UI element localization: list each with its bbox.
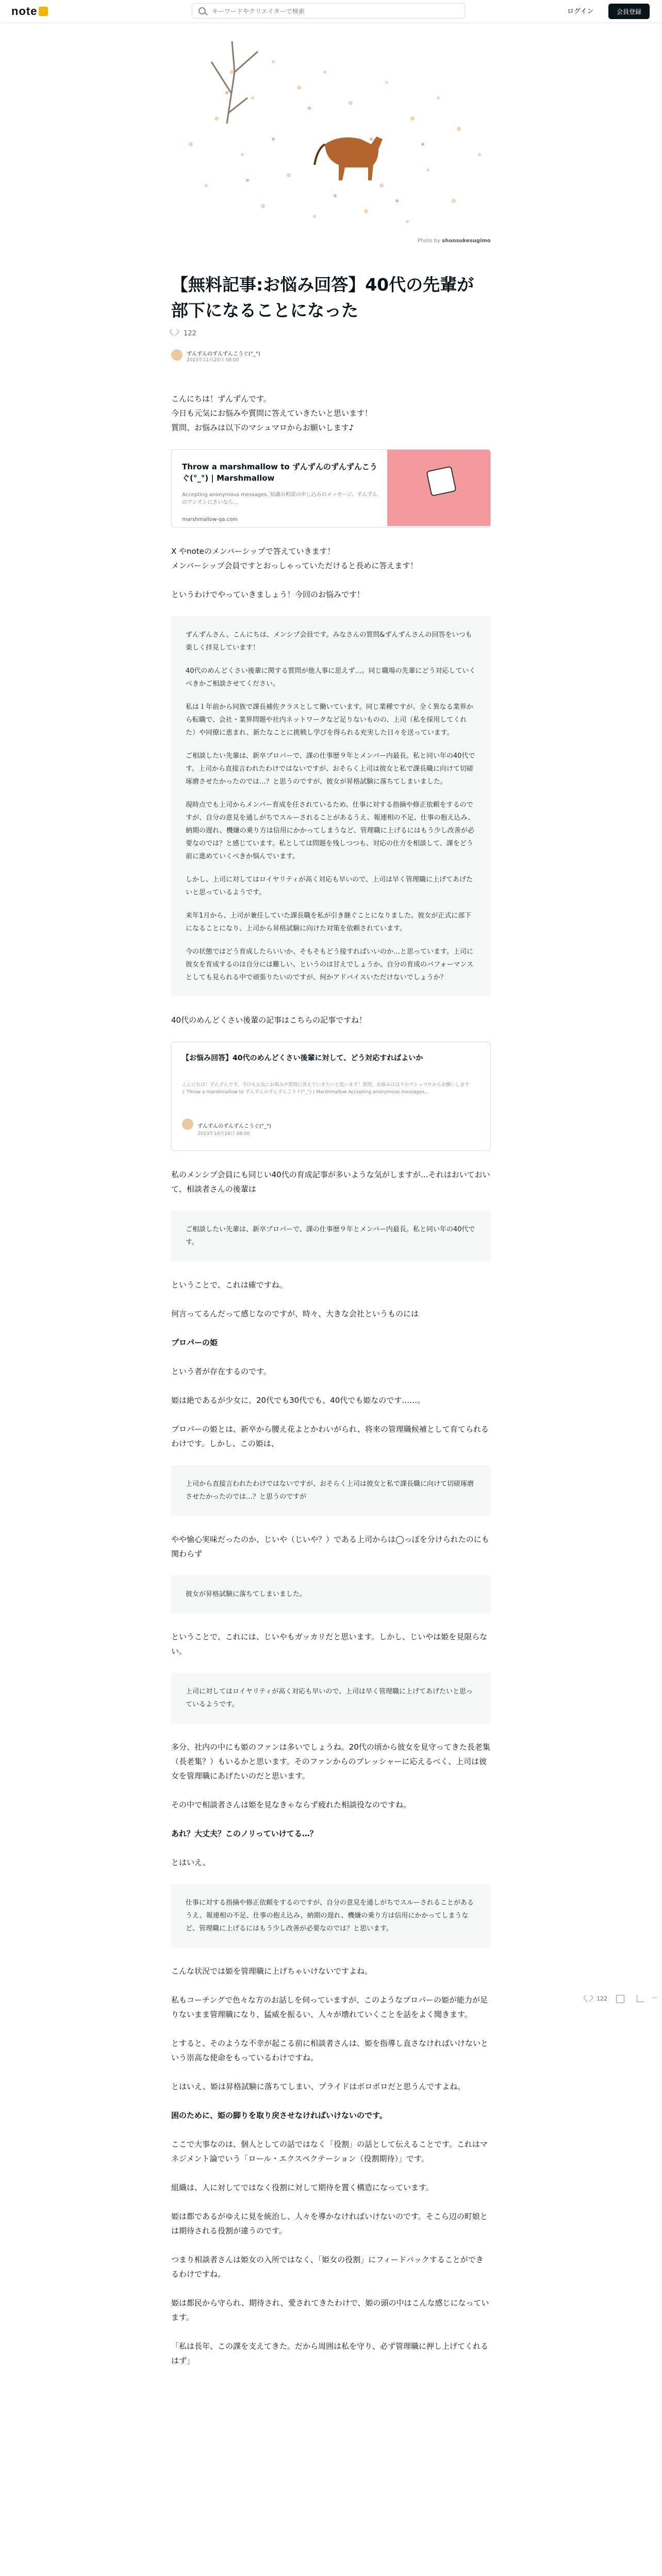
paragraph: その中で相談者さんは姫を見なきゃならず疲れた相談役なのですね。 bbox=[171, 1800, 411, 1809]
paragraph: 多分、社内の中にも姫のファンは多いでしょうね。20代の頃から彼女を見守ってきた長老集（長老集？）もいるかと思います。そのファンからのプレッシャーに応えるべく、上司は彼女を管理職にあげたいのだと思います。 bbox=[171, 1742, 490, 1781]
section-heading: あれ？大丈夫？このノリっていけてる…？ bbox=[171, 1829, 318, 1838]
quote-block: 仕事に対する指摘や修正依頼をするのですが、自分の意見を通しがちでスルーされることがあるうえ、報連相の不足、仕事の抱え込み、納期の遅れ、機嫌の乗り方は信用にかかってしまうなど、管理職に上げるにはもう少し改善が必要なのでは？と思います。 bbox=[171, 1884, 491, 1947]
search-icon bbox=[198, 7, 206, 14]
author-name[interactable]: ずんずんのずんずんこうぐ(°_°) bbox=[187, 351, 260, 357]
paragraph: 姫は都であるがゆえに見を統治し、人々を導かなければいけないのです。そこら辺の町娘とは期待される役割が違うのです。 bbox=[171, 2212, 488, 2235]
paragraph: というわけでやっていきましょう！今回のお悩みです！ bbox=[171, 590, 365, 599]
search-input[interactable] bbox=[211, 4, 460, 19]
paragraph: やや愉心実味だったのか、じいや（じいや？）である上司からは◯っぽを分けられたのにも関わらず bbox=[171, 1535, 489, 1558]
paragraph: とはいえ、姫は昇格試験に落ちてしまい、プライドはボロボロだと思うんですよね。 bbox=[171, 2082, 466, 2091]
marshmallow-icon bbox=[426, 466, 456, 496]
intro-paragraph: こんにちは！ずんずんです。 今日も元気にお悩みや質問に答えていきたいと思います！ 質問、お悩みは以下のマシュマロからお願いします♪ bbox=[171, 394, 373, 432]
paragraph: 姫は絶であるが少女に、20代でも30代でも、40代でも姫なのです……。 bbox=[171, 1396, 425, 1405]
more-icon[interactable]: ⋯ bbox=[651, 1994, 657, 2001]
embed-title: Throw a marshmallow to ずんずんのずんずんこうぐ(°_°) | Marshmallow bbox=[182, 462, 377, 483]
section-heading: プロパーの姫 bbox=[171, 1338, 218, 1347]
photo-credit: Photo by shunsukesugimo bbox=[418, 238, 491, 244]
related-article-card[interactable] bbox=[171, 1042, 491, 1151]
hero-illustration bbox=[170, 41, 492, 237]
paragraph: 私もコーチングで色々な方のお話しを伺っていますが、このようなプロパーの姫が能力が足りないまま管理職になり、猛威を振るい、人々が壊れていくことを話をよく聞きます。 bbox=[171, 1995, 488, 2019]
marshmallow-embed[interactable] bbox=[171, 449, 491, 528]
paragraph: とはいえ、 bbox=[171, 1858, 210, 1867]
card-date: 2023年10月24日 08:00 bbox=[197, 1131, 250, 1137]
logo-badge-icon bbox=[39, 7, 48, 16]
quote-block: 上司から直接言われたわけではないですが、おそらく上司は彼女と私で課長職に向けて切磋琢磨させたかったのでは…？と思うのですが bbox=[171, 1465, 491, 1516]
paragraph: 組織は、人に対してではなく役割に対して期待を置く構造になっています。 bbox=[171, 2183, 434, 2192]
hero-image bbox=[170, 41, 492, 237]
side-like-count: 122 bbox=[597, 1995, 607, 2002]
paragraph: 40代のめんどくさい後輩の記事はこちらの記事ですね！ bbox=[171, 1015, 367, 1025]
article-title: 【無料記事:お悩み回答】40代の先輩が部下になることになった bbox=[171, 275, 474, 320]
like-row bbox=[171, 330, 196, 337]
like-count: 122 bbox=[184, 330, 196, 337]
paragraph: 「私は長年、この課を支えてきた。だから周囲は私を守り、必ず管理職に押し上げてくれるはず」 bbox=[171, 2342, 489, 2365]
embed-url: marshmallow-qa.com bbox=[182, 517, 238, 522]
paragraph: プロパーの姫とは、新卒から腰え花よとかわいがられ、将来の管理職候補として育てられるわけです。しかし、この姫は、 bbox=[171, 1425, 489, 1448]
publish-date: 2023年11月20日 08:00 bbox=[187, 358, 239, 363]
paragraph: ここで大事なのは、個人としての話ではなく「役割」の話として伝えることです。これはマネジメント論でいう「ロール・エクスペクテーション（役割期待）」です。 bbox=[171, 2140, 488, 2163]
section-heading: 困のために、姫の脚りを取り戻させなければいけないのです。 bbox=[171, 2111, 387, 2120]
share-icon[interactable] bbox=[637, 1995, 644, 2002]
heart-icon[interactable] bbox=[171, 330, 178, 336]
article-body bbox=[171, 392, 491, 2382]
paragraph: 何言ってるんだって感じなのですが、時々、大きな会社というものには bbox=[171, 1309, 419, 1318]
quote-block: 上司に対してはロイヤリティが高く対応も早いので、上司は早く管理職に上げてあげたいと思っているようです。 bbox=[171, 1673, 491, 1723]
site-header bbox=[0, 0, 662, 23]
embed-thumbnail bbox=[387, 450, 490, 526]
heart-icon[interactable] bbox=[585, 1996, 592, 2002]
question-quote: ずんずんさん、こんにちは、メンシプ会員です。みなさんの質問&ずんずんさんの回答をいつも楽しく拝見しています！ 40代のめんどくさい後輩に関する質問が他人事に思えず…。同じ職場の先輩にどう対応していくべきかご相談させてください。 私は１年前から同族で課長補佐クラスとして働いています。同じ業種ですが、全く異なる業界から転職で、会社・業界問題や社内ネットワークなど足りないものの、上司（私を採用してくれた）や同僚に恵まれ、新たなことに挑戦し学びを得られる充実した日々を送っています。 ご相談したい先輩は、新卒プロパーで、課の仕事歴９年とメンバー内最長。私と同い年の40代です。上司から直接言われたわけではないですが、おそらく上司は彼女と私で課長職に向けて切磋琢磨させたかったのでは…？と思うのですが、彼女が昇格試験に落ちてしまいました。 現時点でも上司からメンバー育成を任されているため、仕事に対する指摘や修正依頼をするのですが、自分の意見を通しがちでスルーされることがあるうえ、報連相の不足、仕事の抱え込み、納期の遅れ、機嫌の乗り方は信用にかかってしまうなど、管理職に上げるにはもう少し改善が必要なのでは？と感じています。私としては問題を残しつつも、対応の仕方を相談して、課をどう前に進めていくべきか悩んでいます。 しかし、上司に対してはロイヤリティが高く対応も早いので、上司は早く管理職に上げてあげたいと思っているようです。 来年1月から、上司が兼任していた課長職を私が引き継ぐことになりました。彼女が正式に部下になることになり、上司から昇格試験に向けた対策を依頼されています。 今の状態ではどう育成したらいいか、そもそもどう接すればいいのか…と思っています。上司に彼女を育成するのは自分には難しい、というのは甘えでしょうか。自分の育成のパフォーマンスとしても見られる中で頑張りたいのですが、何かアドバイスいただけないでしょうか？ bbox=[171, 616, 491, 996]
card-title: 【お悩み回答】40代のめんどくさい後輩に対して、どう対応すればよいか bbox=[182, 1054, 423, 1062]
paragraph: 姫は都民から守られ、期待され、愛されてきたわけで、姫の頭の中はこんな感じになっています。 bbox=[171, 2298, 489, 2322]
floating-actions bbox=[585, 1994, 657, 2006]
paragraph: とすると、そのような不幸が起こる前に相談者さんは、姫を指導し直さなければいけないという崇高な使命をもっているわけですね。 bbox=[171, 2039, 489, 2062]
note-logo[interactable]: note bbox=[11, 5, 48, 18]
quote-block: 彼女が昇格試験に落ちてしまいました。 bbox=[171, 1575, 491, 1613]
paragraph: こんな状況では姫を管理職に上げちゃいけないですよね。 bbox=[171, 1967, 373, 1976]
paragraph: X やnoteのメンバーシップで答えていきます！ メンバーシップ会員ですとおっしゃっていただけると長めに答えます！ bbox=[171, 547, 418, 570]
avatar[interactable] bbox=[171, 349, 183, 361]
card-author: ずんずんのずんずんこうぐ(°_°) bbox=[197, 1124, 271, 1129]
quote-block: ご相談したい先輩は、新卒プロパーで、課の仕事歴９年とメンバー内最長。私と同い年の40代です。 bbox=[171, 1211, 491, 1261]
paragraph: ということで、これは確ですね。 bbox=[171, 1280, 287, 1290]
login-link[interactable]: ログイン bbox=[567, 8, 594, 15]
paragraph: ということで、これには、じいやもガッカリだと思います。しかし、じいやは姫を見限らない。 bbox=[171, 1632, 488, 1656]
author-row[interactable] bbox=[171, 349, 260, 363]
search-box[interactable] bbox=[192, 3, 465, 19]
paragraph: という者が存在するのです。 bbox=[171, 1367, 271, 1376]
photo-credit-name[interactable]: shunsukesugimo bbox=[442, 238, 491, 244]
card-description: こんにちは！ずんずんです。今日も元気にお悩みや質問に答えていきたいと思います！質問、お悩みは以下のマシュマロからお願いします♪ Throw a marshmallow to ずんずんのずんずんこうぐ(°_°) | Marshmallow Accepting anonymous messages... bbox=[182, 1082, 470, 1095]
bookmark-icon[interactable] bbox=[616, 1995, 624, 2003]
avatar bbox=[182, 1118, 193, 1130]
embed-description: Accepting anonymous messages. 知識の相談の申し込みのメッセージ、ずんずんのアンズンにさいなら… bbox=[182, 492, 378, 505]
signup-button[interactable]: 会員登録 bbox=[608, 4, 650, 19]
paragraph: つまり相談者さんは姫女の入所ではなく、「姫女の役割」にフィードバックすることができるわけですね。 bbox=[171, 2255, 484, 2279]
paragraph: 私のメンシプ会員にも同じい40代の育成記事が多いような気がしますが…それはおいておいて、相談者さんの後輩は bbox=[171, 1170, 490, 1194]
